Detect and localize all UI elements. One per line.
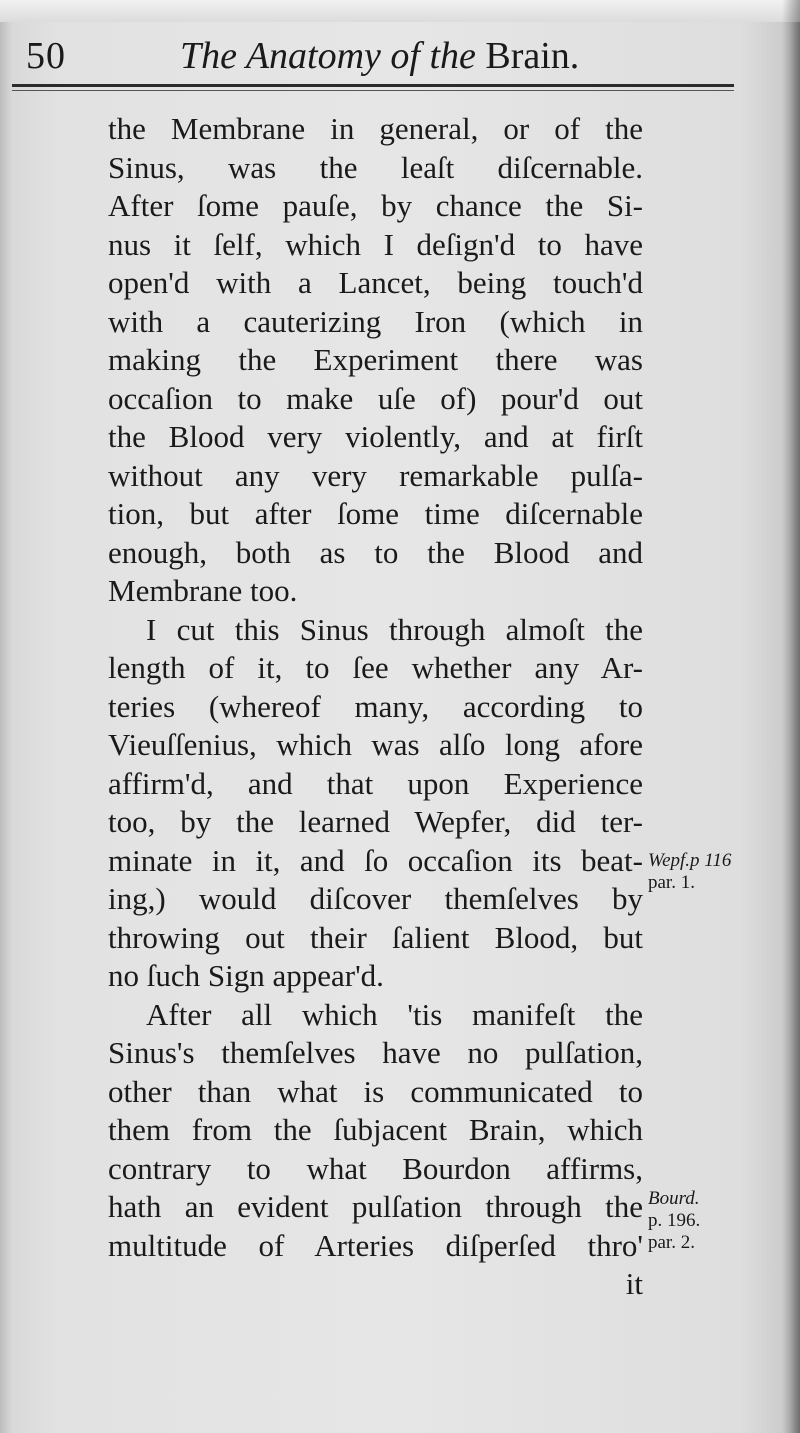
- text-line: Sinus's themſelves have no pulſation,: [108, 1035, 643, 1070]
- text-line: making the Experiment there was: [108, 342, 643, 377]
- margin-note-bourdon: [648, 1188, 700, 1254]
- text-line: occaſion to make uſe of) pour'd out: [108, 380, 643, 416]
- header-rule: [12, 84, 734, 87]
- running-head-italic: The Anatomy of the: [180, 35, 476, 77]
- text-line: I cut this Sinus through almoſt the: [146, 611, 643, 647]
- margin-note-line: par. 2.: [648, 1232, 695, 1253]
- text-line: the Blood very violently, and at firſt: [108, 419, 643, 454]
- page-header: [12, 28, 732, 86]
- page-top-edge: [0, 0, 800, 22]
- text-line: Sinus, was the leaſt diſcernable.: [108, 149, 643, 185]
- text-line: hath an evident pulſation through the: [108, 1189, 643, 1224]
- text-line: enough, both as to the Blood and: [108, 534, 643, 570]
- text-line: without any very remarkable pulſa-: [108, 457, 643, 493]
- text-line: nus it ſelf, which I deſign'd to have: [108, 226, 643, 262]
- text-line: the Membrane in general, or of the: [108, 111, 643, 146]
- text-line: minate in it, and ſo occaſion its beat-: [108, 842, 643, 878]
- text-line: Membrane too.: [108, 573, 298, 608]
- page-gutter-shadow: [782, 0, 800, 1433]
- text-line: other than what is communicated to: [108, 1073, 643, 1109]
- margin-note-line: par. 1.: [648, 872, 695, 893]
- text-line: teries (whereof many, according to: [108, 688, 643, 724]
- page-number: 50: [26, 35, 66, 77]
- text-line: ing,) would diſcover themſelves by: [108, 881, 643, 916]
- text-line: After ſome pauſe, by chance the Si-: [108, 188, 643, 223]
- text-line: with a cauterizing Iron (which in: [108, 303, 643, 339]
- margin-note-line: p. 196.: [648, 1210, 701, 1231]
- text-line: no ſuch Sign appear'd.: [108, 958, 384, 993]
- text-line: contrary to what Bourdon affirms,: [108, 1150, 643, 1186]
- margin-note-line: Wepf.p 116: [648, 850, 732, 871]
- text-line: open'd with a Lancet, being touch'd: [108, 265, 643, 300]
- running-head-roman: Brain.: [485, 35, 580, 77]
- text-line: Vieuſſenius, which was alſo long afore: [108, 727, 643, 762]
- text-line: multitude of Arteries diſperſed thro': [108, 1227, 643, 1263]
- catchword: it: [625, 1266, 643, 1301]
- margin-note-line: Bourd.: [648, 1188, 700, 1209]
- header-rule-thin: [12, 90, 734, 91]
- text-line: length of it, to ſee whether any Ar-: [108, 650, 643, 685]
- text-line: tion, but after ſome time diſcernable: [108, 496, 643, 531]
- text-line: too, by the learned Wepfer, did ter-: [108, 804, 643, 839]
- text-line: affirm'd, and that upon Experience: [108, 765, 643, 801]
- text-line: After all which 'tis manifeſt the: [146, 996, 643, 1032]
- margin-note-wepfer: [648, 850, 731, 894]
- text-line: them from the ſubjacent Brain, which: [108, 1112, 643, 1147]
- running-head: [180, 34, 579, 78]
- body-text: [108, 110, 643, 1304]
- text-line: throwing out their ſalient Blood, but: [108, 919, 643, 955]
